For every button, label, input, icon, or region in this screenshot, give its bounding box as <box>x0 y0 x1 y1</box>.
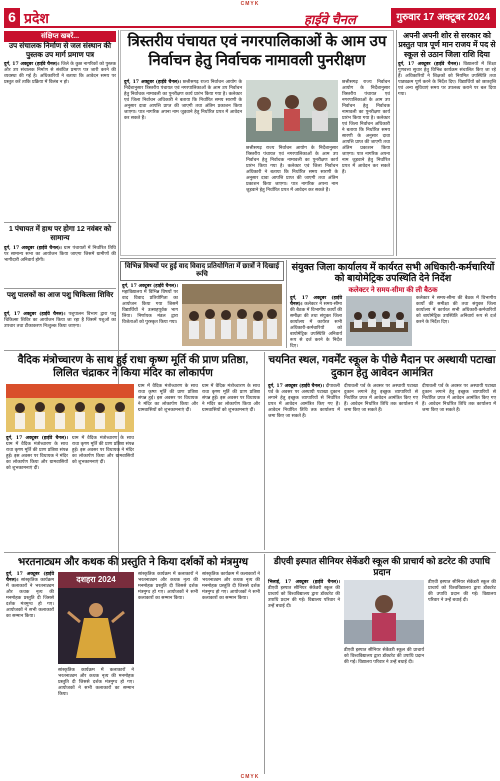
right-headline: अपनी अपनी शोर से सरकार को प्रस्तुत पात्र पूर्ण मान राजय में पद से स्कूल से उठान जिला राशि दिया <box>398 31 496 59</box>
lead-photo <box>246 80 338 142</box>
story7-body-continued: डीएवी इस्पात सीनियर सेकेंडरी स्कूल की प्राचार्य को विश्वविद्यालय द्वारा डॉक्टरेट की उपाधि प्रदान की गई। विद्यालय परिवार ने उन्हें बधाई दी। <box>344 648 424 665</box>
story7-text-3 <box>428 580 496 772</box>
left-story-1 <box>4 62 116 222</box>
story3-headline: संयुक्त जिला कार्यालय में कार्यरत सभी अधिकारी-कर्मचारियों को बायोमेट्रिक उपस्थिति देने निर्देश <box>291 262 495 284</box>
story4-dateline: दुर्ग, 17 अक्टूबर (हाईवे चैनल)। <box>6 436 68 441</box>
story4-body-continued: ग्राम में वैदिक मंत्रोच्चारण के साथ राधा कृष्ण मूर्ति की प्राण प्रतिष्ठा संपन्न हुई। इस अवसर पर विधायक ने मंदिर का लोकार्पण किया और ग्रामवासियों को शुभकामनाएं दीं। <box>72 436 134 465</box>
story4-body: ग्राम में वैदिक मंत्रोच्चारण के साथ राधा कृष्ण मूर्ति की प्राण प्रतिष्ठा संपन्न हुई। इस अवसर पर विधायक ने मंदिर का लोकार्पण किया और ग्रामवासियों को शुभकामनाएं दीं। <box>6 442 68 471</box>
story5-dateline: दुर्ग, 17 अक्टूबर (हाईवे चैनल)। <box>268 384 325 389</box>
story4-photo <box>6 384 134 432</box>
story4-text-3 <box>138 384 198 548</box>
section-title: प्रदेश <box>24 10 49 26</box>
story2-text <box>122 284 178 346</box>
lead-story-text-3 <box>342 80 390 252</box>
story5-body: दीपावली पर्व के अवसर पर अस्थायी पटाखा दुकान लगाने हेतु इच्छुक व्यापारियों से निर्धारित प्रपत्र में आवेदन आमंत्रित किए गए हैं। आवेदन निर्धारित तिथि तक कार्यालय में जमा किए जा सकते हैं। <box>268 384 340 419</box>
story7-body-continued-2: डीएवी इस्पात सीनियर सेकेंडरी स्कूल की प्राचार्य को विश्वविद्यालय द्वारा डॉक्टरेट की उपाधि प्रदान की गई। विद्यालय परिवार ने उन्हें बधाई दी। <box>428 580 496 603</box>
story7-headline: डीएवी इस्पात सीनियर सेकेंडरी स्कूल की प्राचार्य को डटरेट की उपाधि प्रदान <box>273 556 491 577</box>
story6-body-continued-3: सांस्कृतिक कार्यक्रम में कलाकारों ने भरतनाट्यम और कथक नृत्य की मनमोहक प्रस्तुति दी जिससे दर्शक मंत्रमुग्ध हो गए। आयोजकों ने सभी कलाकारों का सम्मान किया। <box>202 572 260 601</box>
story6-photo <box>58 572 134 664</box>
story7-body: डीएवी इस्पात सीनियर सेकेंडरी स्कूल की प्राचार्य को विश्वविद्यालय द्वारा डॉक्टरेट की उपाधि प्रदान की गई। विद्यालय परिवार ने उन्हें बधाई दी। <box>268 586 340 609</box>
story2-body: महाविद्यालय में विभिन्न विषयों पर वाद विवाद प्रतियोगिता का आयोजन किया गया जिसमें विद्यार्थियों ने उत्साहपूर्वक भाग लिया। निर्णायक मंडल द्वारा विजेताओं को पुरस्कृत किया गया। <box>122 290 178 325</box>
story2-photo <box>182 284 282 346</box>
story4-text <box>6 436 68 548</box>
story5-body-continued-2: दीपावली पर्व के अवसर पर अस्थायी पटाखा दुकान लगाने हेतु इच्छुक व्यापारियों से निर्धारित प्रपत्र में आवेदन आमंत्रित किए गए हैं। आवेदन निर्धारित तिथि तक कार्यालय में जमा किए जा सकते हैं। <box>422 384 496 413</box>
lead-story-text <box>124 80 242 252</box>
story6-headline: भरतनाट्यम और कथक की प्रस्तुति ने किया दर्शकों को मंत्रमुग्ध <box>17 556 249 568</box>
masthead: हाईवे चैनल <box>304 12 356 27</box>
story6-dateline: दुर्ग, 17 अक्टूबर (हाईवे चैनल)। <box>6 572 54 583</box>
left-body-1: जिले के कुछ नागरिकों को पुस्तक और उप संचालक निर्माण से संबंधित प्रमाण पत्र जारी करने की व्यवस्था की गई है। अधिकारियों ने बताया कि आवेदन समय पर प्रस्तुत करें ताकि प्रक्रिया में विलंब न हो। <box>4 62 116 85</box>
story3-body: कलेक्टर ने समय-सीमा की बैठक में विभागीय कार्यों की समीक्षा की तथा संयुक्त जिला कार्यालय में कार्यरत सभी अधिकारी-कर्मचारियों को बायोमेट्रिक उपस्थिति अनिवार्य रूप से दर्ज करने के निर्देश दिए। <box>290 302 342 349</box>
story6-body-continued: सांस्कृतिक कार्यक्रम में कलाकारों ने भरतनाट्यम और कथक नृत्य की मनमोहक प्रस्तुति दी जिससे दर्शक मंत्रमुग्ध हो गए। आयोजकों ने सभी कलाकारों का सम्मान किया। <box>58 668 134 697</box>
lead-body-continued: छत्तीसगढ़ राज्य निर्वाचन आयोग के निर्देशानुसार त्रिस्तरीय पंचायत एवं नगरपालिकाओं के आम उप निर्वाचन हेतु निर्वाचक नामावली का पुनरीक्षण कार्य प्रारंभ किया गया है। कलेक्टर एवं जिला निर्वाचन अधिकारी ने बताया कि निर्धारित समय सारणी के अनुसार दावा आपत्ति प्राप्त की जाएगी तथा अंतिम प्रकाशन किया जाएगा। पात्र नागरिक अपना नाम जुड़वाने हेतु निर्धारित प्रपत्र में आवेदन कर सकते हैं। <box>246 146 338 193</box>
story4-body-continued-3: ग्राम में वैदिक मंत्रोच्चारण के साथ राधा कृष्ण मूर्ति की प्राण प्रतिष्ठा संपन्न हुई। इस अवसर पर विधायक ने मंदिर का लोकार्पण किया और ग्रामवासियों को शुभकामनाएं दीं। <box>202 384 260 413</box>
story3-photo <box>346 296 412 346</box>
left-headline-3: पशु पालकों का आज पशु चिकित्सा शिविर <box>6 290 114 299</box>
left-story-2 <box>4 246 116 286</box>
left-headline-2: 1 पंचायत में हाथ पर होगा 12 नवंबर को सामान्य <box>8 224 112 242</box>
issue-date: गुरुवार 17 अक्टूबर 2024 <box>391 8 496 27</box>
story5-text-3 <box>422 384 496 548</box>
story4-headline: वैदिक मंत्रोच्चारण के साथ हुई राधा कृष्ण मूर्ति की प्राण प्रतिष्ठा, लिलित चंद्राकर ने किया मंदिर का लोकार्पण <box>17 354 249 379</box>
story4-body-continued-2: ग्राम में वैदिक मंत्रोच्चारण के साथ राधा कृष्ण मूर्ति की प्राण प्रतिष्ठा संपन्न हुई। इस अवसर पर विधायक ने मंदिर का लोकार्पण किया और ग्रामवासियों को शुभकामनाएं दीं। <box>138 384 198 413</box>
story4-text-2 <box>72 436 134 548</box>
print-mark-bottom: CMYK <box>240 774 260 780</box>
lead-story-text-2 <box>246 146 338 252</box>
news-brief-kicker: संक्षिप्त खबरें... <box>4 31 116 42</box>
story6-text <box>6 572 54 772</box>
story3-text <box>290 296 342 349</box>
story6-body-continued-2: सांस्कृतिक कार्यक्रम में कलाकारों ने भरतनाट्यम और कथक नृत्य की मनमोहक प्रस्तुति दी जिससे दर्शक मंत्रमुग्ध हो गए। आयोजकों ने सभी कलाकारों का सम्मान किया। <box>138 572 198 601</box>
page-number: 6 <box>4 8 20 27</box>
lead-body-continued-2: छत्तीसगढ़ राज्य निर्वाचन आयोग के निर्देशानुसार त्रिस्तरीय पंचायत एवं नगरपालिकाओं के आम उप निर्वाचन हेतु निर्वाचक नामावली का पुनरीक्षण कार्य प्रारंभ किया गया है। कलेक्टर एवं जिला निर्वाचन अधिकारी ने बताया कि निर्धारित समय सारणी के अनुसार दावा आपत्ति प्राप्त की जाएगी तथा अंतिम प्रकाशन किया जाएगा। पात्र नागरिक अपना नाम जुड़वाने हेतु निर्धारित प्रपत्र में आवेदन कर सकते हैं। <box>342 80 390 175</box>
story6-body: सांस्कृतिक कार्यक्रम में कलाकारों ने भरतनाट्यम और कथक नृत्य की मनमोहक प्रस्तुति दी जिससे दर्शक मंत्रमुग्ध हो गए। आयोजकों ने सभी कलाकारों का सम्मान किया। <box>6 578 54 619</box>
left-body-3: पशुपालन विभाग द्वारा पशु चिकित्सा शिविर का आयोजन किया जा रहा है जिसमें पशुओं का उपचार तथा टीकाकरण निःशुल्क किया जाएगा। <box>4 312 117 329</box>
story3-subhead: कलेक्टर ने समय-सीमा की ली बैठक <box>348 287 438 294</box>
lead-headline: त्रिस्तरीय पंचायत एवं नगरपालिकाओं के आम उप निर्वाचन हेतु निर्वाचक नामावली पुनरीक्षण <box>127 33 387 69</box>
story3-body-continued: कलेक्टर ने समय-सीमा की बैठक में विभागीय कार्यों की समीक्षा की तथा संयुक्त जिला कार्यालय में कार्यरत सभी अधिकारी-कर्मचारियों को बायोमेट्रिक उपस्थिति अनिवार्य रूप से दर्ज करने के निर्देश दिए। <box>416 296 496 325</box>
story5-text-2 <box>344 384 418 548</box>
story6-text-4 <box>202 572 260 772</box>
story6-text-3 <box>138 572 198 772</box>
left-dateline-1: दुर्ग, 17 अक्टूबर (हाईवे चैनल)। <box>4 62 60 67</box>
story7-dateline: भिलाई, 17 अक्टूबर (हाईवे चैनल)। <box>268 580 340 585</box>
lead-dateline: दुर्ग, 17 अक्टूबर (हाईवे चैनल)। <box>124 80 181 85</box>
story7-text-2 <box>344 648 424 772</box>
story5-text <box>268 384 340 548</box>
left-dateline-3: दुर्ग, 17 अक्टूबर (हाईवे चैनल)। <box>4 312 66 317</box>
lead-body: छत्तीसगढ़ राज्य निर्वाचन आयोग के निर्देशानुसार त्रिस्तरीय पंचायत एवं नगरपालिकाओं के आम उप निर्वाचन हेतु निर्वाचक नामावली का पुनरीक्षण कार्य प्रारंभ किया गया है। कलेक्टर एवं जिला निर्वाचन अधिकारी ने बताया कि निर्धारित समय सारणी के अनुसार दावा आपत्ति प्राप्त की जाएगी तथा अंतिम प्रकाशन किया जाएगा। पात्र नागरिक अपना नाम जुड़वाने हेतु निर्धारित प्रपत्र में आवेदन कर सकते हैं। <box>124 80 242 121</box>
right-story <box>398 62 496 254</box>
story7-text <box>268 580 340 772</box>
right-body: विद्यालयों में शिक्षा गुणवत्ता सुधार हेतु विभिन्न कार्यक्रम संचालित किए जा रहे हैं। अधिकारियों ने शिक्षकों को नियमित उपस्थिति तथा पाठ्यक्रम पूर्ण करने के निर्देश दिए। विद्यार्थियों को छात्रवृत्ति एवं अन्य सुविधाएं समय पर उपलब्ध कराने पर बल दिया गया। <box>398 62 497 97</box>
story2-headline: विभिन्न विषयों पर हुई वाद विवाद प्रतियोगिता में छात्रों ने दिखाई रूचि <box>124 263 280 278</box>
story5-headline: चयनित स्थल, गवर्मेंट स्कूल के पीछे मैदान पर अस्थायी पटाखा दुकान हेतु आवेदन आमंत्रित <box>268 354 496 379</box>
story4-text-4 <box>202 384 260 548</box>
story3-text-2 <box>416 296 496 346</box>
story7-photo <box>344 580 424 644</box>
left-body-2: ग्राम पंचायतों में निर्धारित तिथि पर सामान्य सभा का आयोजन किया जाएगा जिसमें ग्रामीणों की भागीदारी अनिवार्य होगी। <box>4 246 116 263</box>
left-dateline-2: दुर्ग, 17 अक्टूबर (हाईवे चैनल)। <box>4 246 62 251</box>
story2-dateline: दुर्ग, 17 अक्टूबर (हाईवे चैनल)। <box>122 284 178 289</box>
left-headline-1: उप संचालक निर्माण से जल संस्थान की पुस्तक उप मार्ग प्रमाण पत्र <box>8 41 112 59</box>
story6-photo-caption: दशहरा 2024 <box>76 575 116 584</box>
print-mark-top: CMYK <box>240 1 260 7</box>
story3-dateline: दुर्ग, 17 अक्टूबर (हाईवे चैनल)। <box>290 296 342 307</box>
story5-body-continued: दीपावली पर्व के अवसर पर अस्थायी पटाखा दुकान लगाने हेतु इच्छुक व्यापारियों से निर्धारित प्रपत्र में आवेदन आमंत्रित किए गए हैं। आवेदन निर्धारित तिथि तक कार्यालय में जमा किए जा सकते हैं। <box>344 384 418 413</box>
story6-text-2 <box>58 668 134 772</box>
right-dateline: दुर्ग, 17 अक्टूबर (हाईवे चैनल)। <box>398 62 461 67</box>
page-header <box>4 8 496 28</box>
